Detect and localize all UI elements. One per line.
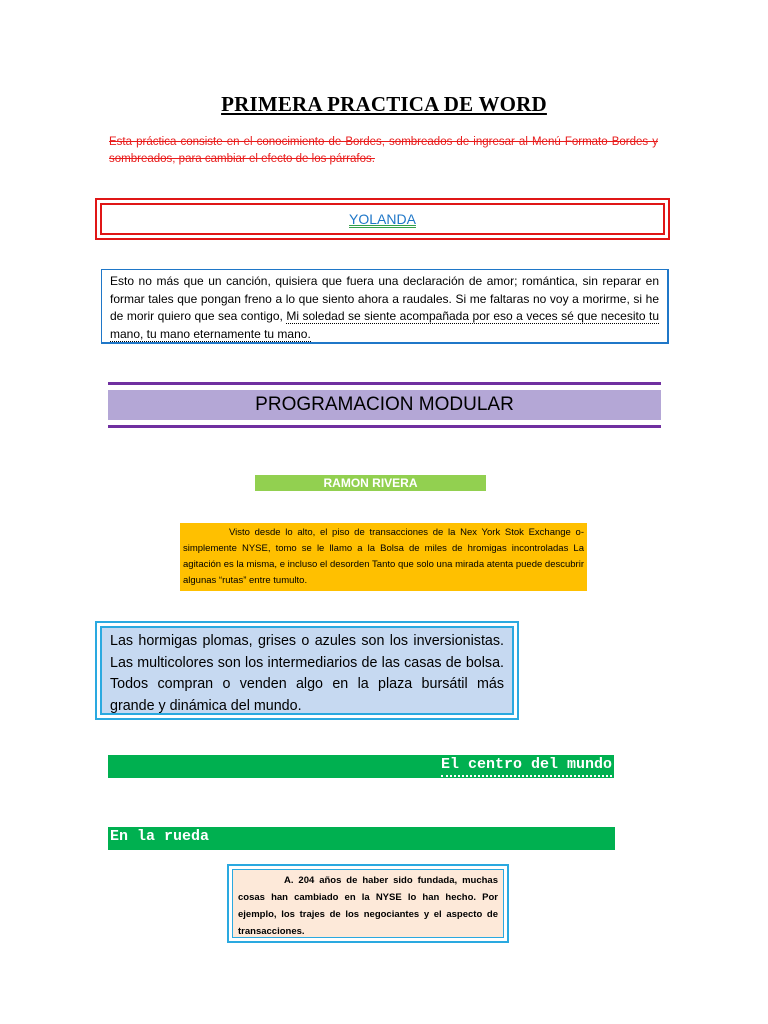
yolanda-heading: YOLANDA (349, 211, 416, 227)
fundada-paragraph (232, 869, 504, 938)
nyse-paragraph (180, 523, 587, 591)
fundada-text: A. 204 años de haber sido fundada, muchas cosas han cambiado en la NYSE lo han hecho. Por ejemplo, los trajes de los negociantes y el aspecto de transacciones. (238, 875, 498, 937)
en-la-rueda-heading: En la rueda (110, 828, 210, 845)
yolanda-inner-border (100, 203, 665, 235)
centro-del-mundo-heading: El centro del mundo (441, 755, 612, 777)
ramon-rivera-heading: RAMON RIVERA (255, 475, 486, 491)
yolanda-box (95, 198, 670, 240)
hormigas-box (95, 621, 519, 720)
centro-del-mundo-bar (108, 755, 614, 778)
song-text-dotted-underline: Mi soledad se siente acompañada por eso a veces sé que necesito tu mano, tu mano eternamente tu mano. (110, 309, 659, 341)
programacion-heading: PROGRAMACION MODULAR (108, 390, 661, 420)
nyse-text: Visto desde lo alto, el piso de transacciones de la Nex York Stok Exchange o- simplemente NYSE, tomo se le llamo a la Bolsa de miles de hromigas incontroladas La agitación es la misma, e incluso el desorden Tanto que solo una mirada atenta puede descubrir algunas “rutas” entre tumulto. (183, 527, 584, 586)
en-la-rueda-bar (108, 827, 615, 850)
programacion-top-line (108, 382, 661, 385)
intro-paragraph: Esta práctica consiste en el conocimiento de Bordes, sombreados de ingresar al Menú Formato Bordes y sombreados, para cambiar el efecto de los párrafos. (109, 136, 658, 165)
song-paragraph-box (101, 269, 669, 344)
song-text: Esto no más que un canción, quisiera que fuera una declaración de amor; romántica, sin reparar en formar tales que pongan freno a lo que siento ahora a raudales. Si me faltaras no voy a morirme, si he de morir quiero que sea contigo, (110, 274, 659, 324)
hormigas-paragraph: Las hormigas plomas, grises o azules son los inversionistas. Las multicolores son los intermediarios de las casas de bolsa. Todos compran o venden algo en la plaza bursátil más grande y dinámica del mundo. (100, 626, 514, 715)
programacion-band (108, 382, 661, 428)
programacion-bottom-line (108, 425, 661, 428)
fundada-box (227, 864, 509, 943)
document-title: PRIMERA PRACTICA DE WORD (221, 92, 547, 116)
